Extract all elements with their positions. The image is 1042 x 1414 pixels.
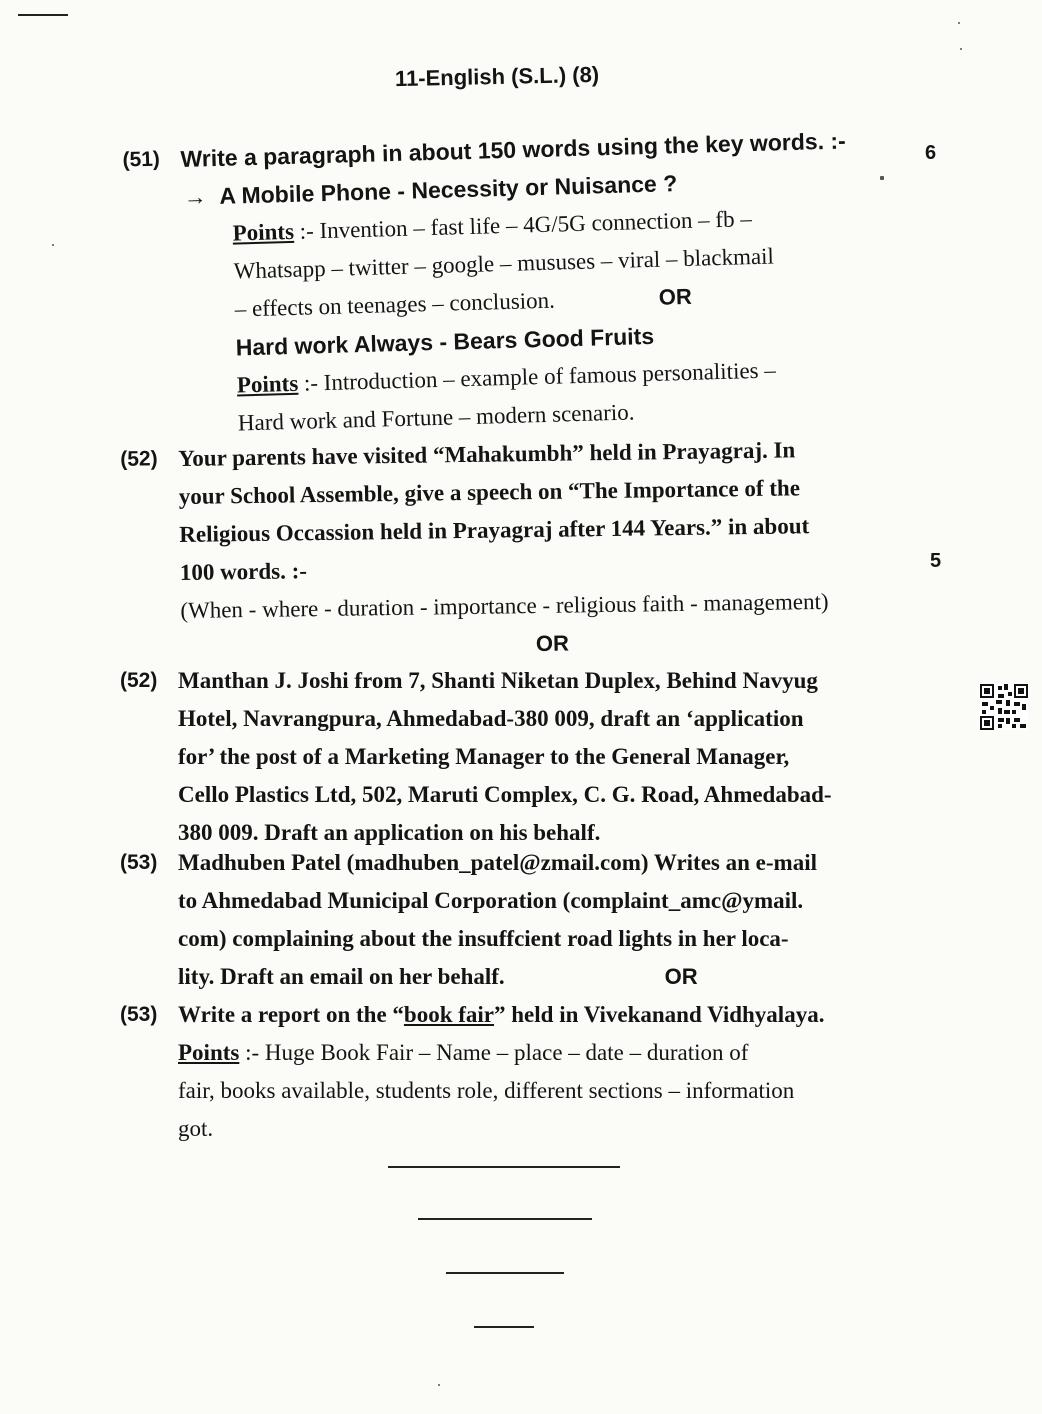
question-number: (52): [120, 669, 158, 692]
question-line: your School Assemble, give a speech on “The Importance of the: [178, 475, 801, 509]
points-text: :- Huge Book Fair – Name – place – date – duration of: [245, 1040, 749, 1065]
question-line: com) complaining about the insuffcient road lights in her loca-: [178, 926, 789, 951]
scan-speck: [960, 48, 962, 50]
scan-speck: [52, 244, 54, 246]
qr-code-icon: [980, 684, 1028, 730]
question-52-application: [120, 662, 832, 852]
end-rule-4: [474, 1326, 534, 1328]
question-text: lity. Draft an email on her behalf.: [178, 964, 505, 989]
topic-2: Hard work Always - Bears Good Fruits: [235, 322, 655, 361]
marks-q51: 6: [925, 142, 937, 164]
question-line: Madhuben Patel (madhuben_patel@zmail.com) Writes an e-mail: [178, 850, 817, 875]
question-text: Write a report on the “: [178, 1002, 404, 1027]
points-2-line-2: Hard work and Fortune – modern scenario.: [237, 399, 635, 436]
question-prompt: Write a paragraph in about 150 words using the key words. :-: [180, 127, 847, 172]
question-line: 100 words. :-: [179, 558, 308, 585]
or-label: OR: [664, 964, 698, 989]
question-text: ” held in Vivekanand Vidhyalaya.: [494, 1002, 825, 1027]
question-53-email: [120, 844, 817, 996]
underlined-text: book fair: [403, 1002, 495, 1027]
points-line: [178, 1034, 824, 1072]
end-rule-1: [388, 1166, 620, 1168]
question-number: (53): [120, 851, 158, 874]
scan-speck: [880, 176, 884, 180]
question-line: Religious Occassion held in Prayagraj after 144 Years.” in about: [179, 513, 810, 547]
question-line: [178, 958, 817, 996]
points-1-line-2: Whatsapp – twitter – google – mususes – viral – blackmail: [233, 243, 775, 284]
question-line: Your parents have visited “Mahakumbh” held in Prayagraj. In: [178, 437, 796, 471]
points-text: – effects on teenages – conclusion.: [234, 287, 556, 322]
question-line: [178, 996, 824, 1034]
scan-speck: [958, 22, 960, 24]
points-label: Points: [232, 218, 295, 246]
end-rule-3: [446, 1272, 564, 1274]
scan-speck: [438, 1384, 440, 1386]
question-line: Cello Plastics Ltd, 502, Maruti Complex, C. G. Road, Ahmedabad-: [178, 782, 832, 807]
question-line: to Ahmedabad Municipal Corporation (complaint_amc@ymail.: [178, 888, 804, 913]
question-line: Manthan J. Joshi from 7, Shanti Niketan Duplex, Behind Navyug: [178, 668, 818, 693]
topic-1: A Mobile Phone - Necessity or Nuisance ?: [218, 170, 678, 209]
points-text: :- Introduction – example of famous personalities –: [303, 357, 777, 396]
question-52-speech: [120, 431, 829, 668]
question-number: (51): [122, 147, 161, 172]
points-line: fair, books available, students role, different sections – information: [178, 1078, 795, 1103]
question-53-report: [120, 996, 825, 1148]
points-label: Points: [178, 1040, 240, 1065]
end-rule-2: [418, 1218, 592, 1220]
question-line: 380 009. Draft an application on his behalf.: [178, 820, 601, 845]
points-line: got.: [178, 1116, 214, 1141]
top-margin-rule: [18, 14, 68, 16]
points-label: Points: [236, 370, 299, 398]
question-line: Hotel, Navrangpura, Ahmedabad-380 009, draft an ‘application: [178, 706, 804, 731]
or-label: OR: [535, 630, 570, 657]
page-header: 11-English (S.L.) (8): [394, 61, 600, 92]
question-51: [122, 121, 854, 443]
question-number: (53): [120, 1003, 158, 1026]
marks-q52: 5: [930, 550, 942, 572]
arrow-icon: →: [183, 183, 207, 210]
or-label: OR: [658, 283, 693, 310]
question-line: for’ the post of a Marketing Manager to the General Manager,: [178, 744, 790, 769]
hint-line: (When - where - duration - importance - religious faith - management): [180, 588, 829, 623]
question-number: (52): [120, 447, 158, 471]
points-text: :- Invention – fast life – 4G/5G connection – fb –: [299, 206, 753, 244]
